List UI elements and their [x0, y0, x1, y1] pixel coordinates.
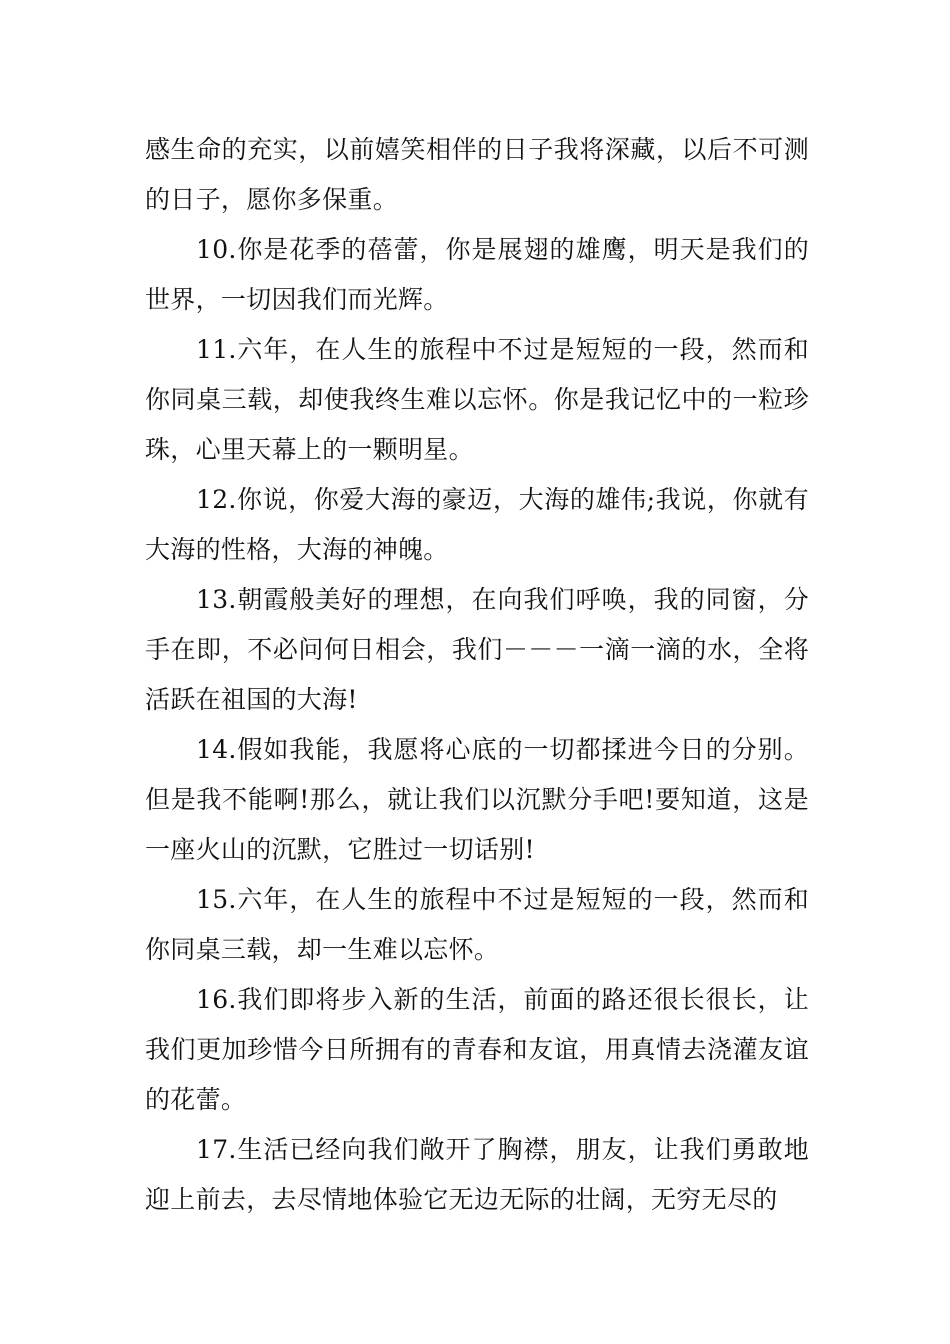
paragraph-15: 15.六年，在人生的旅程中不过是短短的一段，然而和你同桌三载，却一生难以忘怀。 [145, 885, 809, 964]
paragraph-17: 17.生活已经向我们敞开了胸襟，朋友，让我们勇敢地迎上前去，去尽情地体验它无边无际的壮阔，无穷无尽的 [145, 1135, 809, 1214]
paragraph-13: 13.朝霞般美好的理想，在向我们呼唤，我的同窗，分手在即，不必问何日相会，我们－－－一滴一滴的水，全将活跃在祖国的大海! [145, 585, 809, 714]
paragraph-continued: 感生命的充实，以前嬉笑相伴的日子我将深藏，以后不可测的日子，愿你多保重。 [145, 135, 809, 214]
paragraph-10: 10.你是花季的蓓蕾，你是展翅的雄鹰，明天是我们的世界，一切因我们而光辉。 [145, 235, 809, 314]
paragraph-16: 16.我们即将步入新的生活，前面的路还很长很长，让我们更加珍惜今日所拥有的青春和友谊，用真情去浇灌友谊的花蕾。 [145, 985, 809, 1114]
paragraph-14: 14.假如我能，我愿将心底的一切都揉进今日的分别。但是我不能啊!那么，就让我们以沉默分手吧!要知道，这是一座火山的沉默，它胜过一切话别! [145, 735, 809, 864]
paragraph-12: 12.你说，你爱大海的豪迈，大海的雄伟;我说，你就有大海的性格，大海的神魄。 [145, 485, 809, 564]
document-body [145, 125, 809, 1225]
paragraph-11: 11.六年，在人生的旅程中不过是短短的一段，然而和你同桌三载，却使我终生难以忘怀。你是我记忆中的一粒珍珠，心里天幕上的一颗明星。 [145, 335, 809, 464]
